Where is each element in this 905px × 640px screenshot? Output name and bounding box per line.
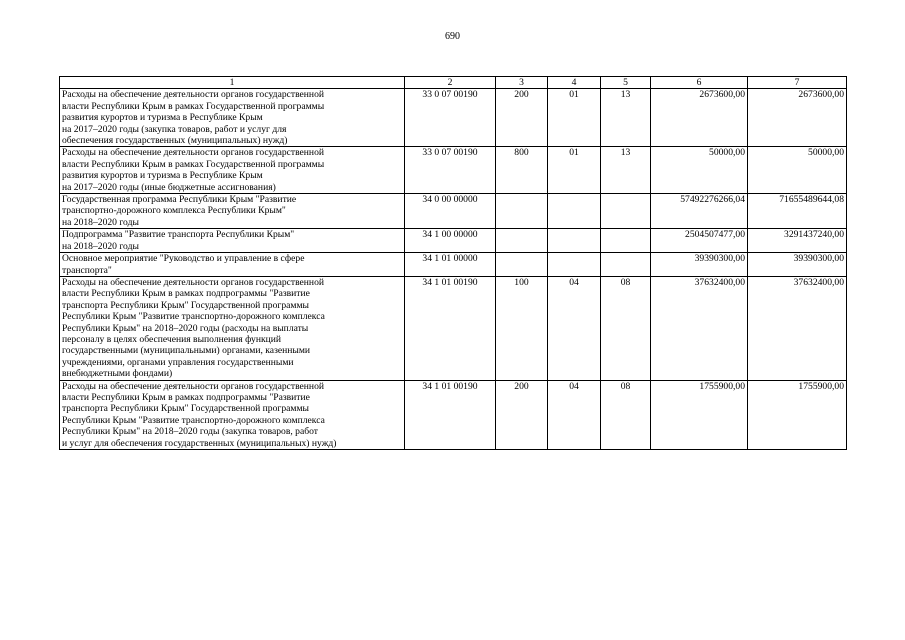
amount-col7-cell: 3291437240,00 (748, 229, 847, 253)
amount-col6-cell: 2673600,00 (651, 89, 748, 147)
expense-name-cell (60, 276, 405, 380)
expense-name-line: на 2018–2020 годы (62, 216, 139, 228)
expense-name-line: Республики Крым "Развитие транспортно-дорожного комплекса (62, 311, 325, 323)
expense-type-cell: 800 (496, 147, 548, 194)
expense-name-line: на 2018–2020 годы (62, 240, 139, 252)
amount-col7-cell: 37632400,00 (748, 276, 847, 380)
expense-name-line: транспортно-дорожного комплекса Республики Крым" (62, 205, 286, 217)
expense-name-line: Расходы на обеспечение деятельности органов государственной (62, 89, 325, 101)
expense-name-line: Расходы на обеспечение деятельности органов государственной (62, 380, 325, 392)
amount-col7-cell: 1755900,00 (748, 380, 847, 449)
table-row (60, 276, 847, 380)
expense-type-cell (496, 253, 548, 277)
amount-col6-cell: 2504507477,00 (651, 229, 748, 253)
table-row (60, 229, 847, 253)
section-cell (548, 253, 601, 277)
table-row (60, 147, 847, 194)
expense-name-cell (60, 194, 405, 229)
expense-name-line: Расходы на обеспечение деятельности органов государственной (62, 147, 325, 159)
expense-name-line: Расходы на обеспечение деятельности органов государственной (62, 276, 325, 288)
section-cell: 04 (548, 380, 601, 449)
amount-col6-cell: 1755900,00 (651, 380, 748, 449)
section-cell: 04 (548, 276, 601, 380)
target-code-cell: 34 1 01 00190 (405, 276, 496, 380)
subsection-cell: 08 (601, 380, 651, 449)
expense-name-line: и услуг для обеспечения государственных (муниципальных) нужд) (62, 437, 337, 449)
expense-name-cell (60, 253, 405, 277)
expense-name-line: транспорта" (62, 264, 112, 276)
expense-name-line: Республики Крым "Развитие транспортно-дорожного комплекса (62, 414, 325, 426)
expense-name-line: Республики Крым" на 2018–2020 годы (расходы на выплаты (62, 322, 309, 334)
expense-name-line: развития курортов и туризма в Республике Крым (62, 170, 263, 182)
amount-col6-cell: 50000,00 (651, 147, 748, 194)
expense-name-line: государственными (муниципальными) органами, казенными (62, 345, 311, 357)
page-number: 690 (445, 31, 460, 42)
column-header: 3 (496, 77, 548, 89)
column-header: 7 (748, 77, 847, 89)
expense-name-line: власти Республики Крым в рамках Государственной программы (62, 100, 325, 112)
section-cell: 01 (548, 89, 601, 147)
expense-name-cell (60, 229, 405, 253)
expense-name-line: транспорта Республики Крым" Государственной программы (62, 403, 309, 415)
expense-name-line: обеспечения государственных (муниципальных) нужд) (62, 135, 288, 147)
target-code-cell: 34 1 00 00000 (405, 229, 496, 253)
amount-col7-cell: 50000,00 (748, 147, 847, 194)
expense-name-line: Подпрограмма "Развитие транспорта Республики Крым" (62, 229, 295, 241)
expense-type-cell: 200 (496, 380, 548, 449)
subsection-cell (601, 194, 651, 229)
expense-name-line: транспорта Республики Крым" Государственной программы (62, 299, 309, 311)
expense-name-cell (60, 89, 405, 147)
column-header: 5 (601, 77, 651, 89)
column-header: 4 (548, 77, 601, 89)
column-header: 2 (405, 77, 496, 89)
amount-col7-cell: 71655489644,08 (748, 194, 847, 229)
subsection-cell: 08 (601, 276, 651, 380)
expense-name-line: внебюджетными фондами) (62, 368, 173, 380)
table-row (60, 380, 847, 449)
expense-name-cell (60, 380, 405, 449)
table-row (60, 194, 847, 229)
expense-name-line: власти Республики Крым в рамках подпрограммы "Развитие (62, 288, 310, 300)
expense-type-cell (496, 194, 548, 229)
subsection-cell (601, 229, 651, 253)
header-row (60, 77, 847, 89)
column-header: 6 (651, 77, 748, 89)
target-code-cell: 34 1 01 00000 (405, 253, 496, 277)
amount-col7-cell: 39390300,00 (748, 253, 847, 277)
expense-name-line: на 2017–2020 годы (закупка товаров, работ и услуг для (62, 123, 287, 135)
expense-name-line: власти Республики Крым в рамках Государственной программы (62, 158, 325, 170)
target-code-cell: 33 0 07 00190 (405, 89, 496, 147)
target-code-cell: 34 0 00 00000 (405, 194, 496, 229)
expense-name-line: развития курортов и туризма в Республике Крым (62, 112, 263, 124)
amount-col7-cell: 2673600,00 (748, 89, 847, 147)
budget-table (59, 76, 847, 450)
expense-type-cell: 200 (496, 89, 548, 147)
target-code-cell: 33 0 07 00190 (405, 147, 496, 194)
amount-col6-cell: 57492276266,04 (651, 194, 748, 229)
expense-type-cell: 100 (496, 276, 548, 380)
section-cell (548, 194, 601, 229)
expense-type-cell (496, 229, 548, 253)
expense-name-line: Основное мероприятие "Руководство и управление в сфере (62, 253, 305, 265)
column-header: 1 (60, 77, 405, 89)
amount-col6-cell: 37632400,00 (651, 276, 748, 380)
amount-col6-cell: 39390300,00 (651, 253, 748, 277)
table-row (60, 89, 847, 147)
subsection-cell (601, 253, 651, 277)
target-code-cell: 34 1 01 00190 (405, 380, 496, 449)
expense-name-line: персоналу в целях обеспечения выполнения функций (62, 333, 282, 345)
section-cell: 01 (548, 147, 601, 194)
expense-name-line: Государственная программа Республики Крым "Развитие (62, 194, 297, 206)
subsection-cell: 13 (601, 89, 651, 147)
subsection-cell: 13 (601, 147, 651, 194)
expense-name-line: на 2017–2020 годы (иные бюджетные ассигнования) (62, 181, 276, 193)
expense-name-line: Республики Крым" на 2018–2020 годы (закупка товаров, работ (62, 426, 318, 438)
expense-name-cell (60, 147, 405, 194)
table-row (60, 253, 847, 277)
expense-name-line: учреждениями, органами управления государственными (62, 356, 294, 368)
section-cell (548, 229, 601, 253)
expense-name-line: власти Республики Крым в рамках подпрограммы "Развитие (62, 391, 310, 403)
